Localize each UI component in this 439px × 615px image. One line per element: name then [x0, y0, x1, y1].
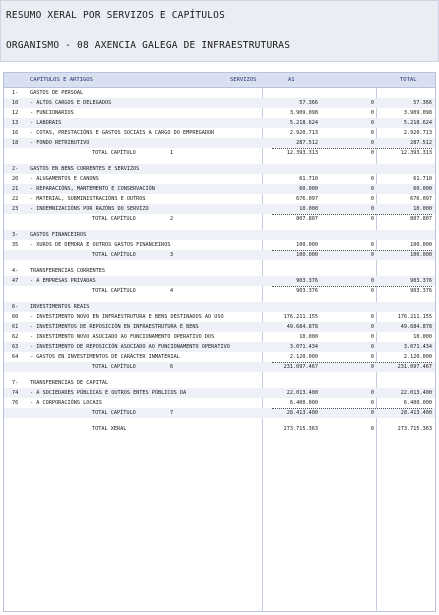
chapter-total-row	[4, 408, 435, 418]
table-row	[4, 342, 435, 352]
chapter-title: GASTOS EN BENS CORRENTES E SERVIZOS	[30, 166, 140, 172]
a1-value: 60.000	[299, 186, 318, 192]
total-value: 6.400.000	[403, 400, 432, 406]
article-code: 76	[12, 400, 19, 406]
table-row	[4, 138, 435, 148]
article-description: - INVESTIMENTO NOVO EN INFRAESTRUTURA E BENS DESTINADOS AO USO	[30, 314, 224, 320]
services-value: 0	[370, 130, 374, 136]
grand-total-a1: 273.715.363	[283, 426, 318, 432]
chapter-total-a1: 231.097.467	[283, 364, 318, 370]
table-row	[4, 332, 435, 342]
a1-value: 57.366	[299, 100, 318, 106]
total-value: 2.920.713	[403, 130, 432, 136]
table-header	[4, 73, 435, 88]
services-value: 0	[370, 242, 374, 248]
total-value: 22.013.400	[400, 390, 432, 396]
chapter-total-a1: 28.413.400	[286, 410, 318, 416]
chapter-total-row	[4, 286, 435, 296]
services-value: 0	[370, 140, 374, 146]
article-code: 74	[12, 390, 19, 396]
table-row	[4, 388, 435, 398]
chapter-total-number: 7	[170, 410, 174, 416]
article-code: 64	[12, 354, 19, 360]
chapter-total-label: TOTAL CAPÍTULO	[92, 150, 136, 156]
article-description: - INVESTIMENTO DE REPOSICIÓN ASOCIADO AO FUNCIONAMENTO OPERATIVO	[30, 344, 230, 350]
chapter-total-label: TOTAL CAPÍTULO	[92, 410, 136, 416]
total-value: 3.909.098	[403, 110, 432, 116]
a1-value: 100.000	[296, 242, 318, 248]
a1-value: 6.400.000	[289, 400, 318, 406]
chapter-title: GASTOS DE PERSOAL	[30, 90, 84, 96]
article-code: 63	[12, 344, 19, 350]
article-description: - INDEMNIZACIÓNS POR RAZÓNS DO SERVIZO	[30, 206, 149, 212]
total-value: 676.097	[410, 196, 432, 202]
table-row	[4, 352, 435, 362]
table-body	[4, 88, 435, 434]
services-value: 0	[370, 390, 374, 396]
services-value: 0	[370, 100, 374, 106]
article-code: 10	[12, 100, 19, 106]
chapter-heading-row	[4, 230, 435, 240]
grand-total-row	[4, 424, 435, 434]
col-services: SERVIZOS	[230, 77, 257, 83]
chapter-total-services: 0	[370, 252, 374, 258]
table-row	[4, 174, 435, 184]
chapter-total-row	[4, 250, 435, 260]
a1-value: 676.097	[296, 196, 318, 202]
article-description: - INVESTIMENTOS DE REPOSICIÓN EN INFRAESTRUTURA E BENS	[30, 324, 199, 330]
a1-value: 49.684.878	[286, 324, 318, 330]
total-value: 903.376	[410, 278, 432, 284]
article-description: - A SOCIEDADES PÚBLICAS E OUTROS ENTES PÚBLICOS DA	[30, 390, 187, 396]
table-row	[4, 108, 435, 118]
article-code: 16	[12, 130, 19, 136]
grand-total-value: 273.715.363	[397, 426, 432, 432]
chapter-total-number: 2	[170, 216, 174, 222]
chapter-total-number: 1	[170, 150, 174, 156]
grand-total-services: 0	[370, 426, 374, 432]
chapter-heading-row	[4, 378, 435, 388]
a1-value: 10.000	[299, 334, 318, 340]
a1-value: 10.000	[299, 206, 318, 212]
a1-value: 287.512	[296, 140, 318, 146]
total-value: 176.211.155	[397, 314, 432, 320]
chapter-total-label: TOTAL CAPÍTULO	[92, 252, 136, 258]
chapter-total-number: 4	[170, 288, 174, 294]
services-value: 0	[370, 278, 374, 284]
article-code: 60	[12, 314, 19, 320]
chapter-code: 6-	[12, 304, 19, 310]
chapter-total-a1: 100.000	[296, 252, 318, 258]
article-code: 23	[12, 206, 19, 212]
article-code: 61	[12, 324, 19, 330]
chapter-total-services: 0	[370, 216, 374, 222]
chapter-total-value: 100.000	[410, 252, 432, 258]
article-code: 21	[12, 186, 19, 192]
chapter-title: INVESTIMENTOS REAIS	[30, 304, 90, 310]
article-description: - FUNCIONARIOS	[30, 110, 74, 116]
services-value: 0	[370, 196, 374, 202]
services-value: 0	[370, 186, 374, 192]
total-value: 5.218.624	[403, 120, 432, 126]
total-value: 60.000	[413, 186, 432, 192]
chapter-total-a1: 903.376	[296, 288, 318, 294]
services-value: 0	[370, 334, 374, 340]
services-value: 0	[370, 400, 374, 406]
chapter-heading-row	[4, 164, 435, 174]
article-description: - A EMPRESAS PRIVADAS	[30, 278, 96, 284]
article-code: 35	[12, 242, 19, 248]
a1-value: 22.013.400	[286, 390, 318, 396]
services-value: 0	[370, 344, 374, 350]
services-value: 0	[370, 110, 374, 116]
chapter-total-row	[4, 362, 435, 372]
chapter-code: 3-	[12, 232, 19, 238]
article-code: 18	[12, 140, 19, 146]
total-value: 61.710	[413, 176, 432, 182]
a1-value: 3.909.098	[289, 110, 318, 116]
chapter-total-services: 0	[370, 364, 374, 370]
chapter-code: 2-	[12, 166, 19, 172]
services-value: 0	[370, 176, 374, 182]
article-description: - XUROS DE DEMORA E OUTROS GASTOS FINANCEIROS	[30, 242, 171, 248]
total-value: 3.071.434	[403, 344, 432, 350]
table-row	[4, 98, 435, 108]
a1-value: 2.920.713	[289, 130, 318, 136]
table-row	[4, 184, 435, 194]
chapter-total-row	[4, 148, 435, 158]
article-description: - LABORAIS	[30, 120, 62, 126]
article-description: - FONDO RETRIBUTIVO	[30, 140, 90, 146]
table-row	[4, 194, 435, 204]
total-value: 100.000	[410, 242, 432, 248]
chapter-title: GASTOS FINANCEIROS	[30, 232, 87, 238]
services-value: 0	[370, 206, 374, 212]
services-value: 0	[370, 314, 374, 320]
article-description: - REPARACIÓNS, MANTEMENTO E CONSERVACIÓN	[30, 186, 155, 192]
total-value: 287.512	[410, 140, 432, 146]
total-value: 2.120.000	[403, 354, 432, 360]
chapter-total-value: 12.393.313	[400, 150, 432, 156]
chapter-total-value: 903.376	[410, 288, 432, 294]
chapter-title: TRANSFERENCIAS DE CAPITAL	[30, 380, 109, 386]
chapter-code: 4-	[12, 268, 19, 274]
col-a1: A1	[288, 77, 295, 83]
chapter-total-value: 807.807	[410, 216, 432, 222]
table-row	[4, 240, 435, 250]
total-value: 57.366	[413, 100, 432, 106]
a1-value: 2.120.000	[289, 354, 318, 360]
article-code: 12	[12, 110, 19, 116]
chapter-total-services: 0	[370, 288, 374, 294]
chapter-total-a1: 807.807	[296, 216, 318, 222]
chapter-total-number: 6	[170, 364, 174, 370]
total-value: 10.000	[413, 334, 432, 340]
article-code: 22	[12, 196, 19, 202]
grand-total-label: TOTAL XERAL	[92, 426, 127, 432]
chapter-heading-row	[4, 266, 435, 276]
article-code: 13	[12, 120, 19, 126]
a1-value: 5.218.624	[289, 120, 318, 126]
chapter-code: 1-	[12, 90, 19, 96]
chapter-title: TRANSFERENCIAS CORRENTES	[30, 268, 105, 274]
chapter-total-a1: 12.393.313	[286, 150, 318, 156]
table-row	[4, 312, 435, 322]
table-row	[4, 276, 435, 286]
a1-value: 3.071.434	[289, 344, 318, 350]
organism-title: ORGANISMO - 08 AXENCIA GALEGA DE INFRAESTRUTURAS	[6, 40, 291, 51]
chapter-total-label: TOTAL CAPÍTULO	[92, 216, 136, 222]
article-code: 20	[12, 176, 19, 182]
report-header	[0, 0, 439, 62]
chapter-total-services: 0	[370, 150, 374, 156]
total-value: 49.684.878	[400, 324, 432, 330]
article-description: - MATERIAL, SUBMINISTRACIÓNS E OUTROS	[30, 196, 146, 202]
chapter-total-value: 28.413.400	[400, 410, 432, 416]
budget-table	[3, 72, 436, 612]
services-value: 0	[370, 354, 374, 360]
services-value: 0	[370, 324, 374, 330]
article-description: - ALUGAMENTOS E CANONS	[30, 176, 99, 182]
a1-value: 903.376	[296, 278, 318, 284]
chapter-total-services: 0	[370, 410, 374, 416]
table-row	[4, 398, 435, 408]
table-row	[4, 204, 435, 214]
article-description: - A CORPORACIÓNS LOCAIS	[30, 400, 102, 406]
article-description: - INVESTIMENTO NOVO ASOCIADO AO FUNCIONAMENTO OPERATIVO DOS	[30, 334, 215, 340]
table-row	[4, 128, 435, 138]
chapter-total-label: TOTAL CAPÍTULO	[92, 288, 136, 294]
article-description: - GASTOS EN INVESTIMENTOS DE CARÁCTER INMATERIAL	[30, 354, 180, 360]
chapter-heading-row	[4, 302, 435, 312]
chapter-total-number: 3	[170, 252, 174, 258]
chapter-heading-row	[4, 88, 435, 98]
chapter-total-row	[4, 214, 435, 224]
chapter-total-label: TOTAL CAPÍTULO	[92, 364, 136, 370]
a1-value: 61.710	[299, 176, 318, 182]
chapter-total-value: 231.097.467	[397, 364, 432, 370]
table-row	[4, 118, 435, 128]
a1-value: 176.211.155	[283, 314, 318, 320]
report-title: RESUMO XERAL POR SERVIZOS E CAPÍTULOS	[6, 10, 226, 21]
article-description: - COTAS, PRESTACIÓNS E GASTOS SOCIAIS A CARGO DO EMPREGADOR	[30, 130, 215, 136]
total-value: 10.000	[413, 206, 432, 212]
chapter-code: 7-	[12, 380, 19, 386]
col-total: TOTAL	[400, 77, 417, 83]
table-row	[4, 322, 435, 332]
col-chapters: CAPÍTULOS E ARTIGOS	[30, 77, 93, 83]
services-value: 0	[370, 120, 374, 126]
article-code: 62	[12, 334, 19, 340]
article-description: - ALTOS CARGOS E DELEGADOS	[30, 100, 112, 106]
article-code: 47	[12, 278, 19, 284]
